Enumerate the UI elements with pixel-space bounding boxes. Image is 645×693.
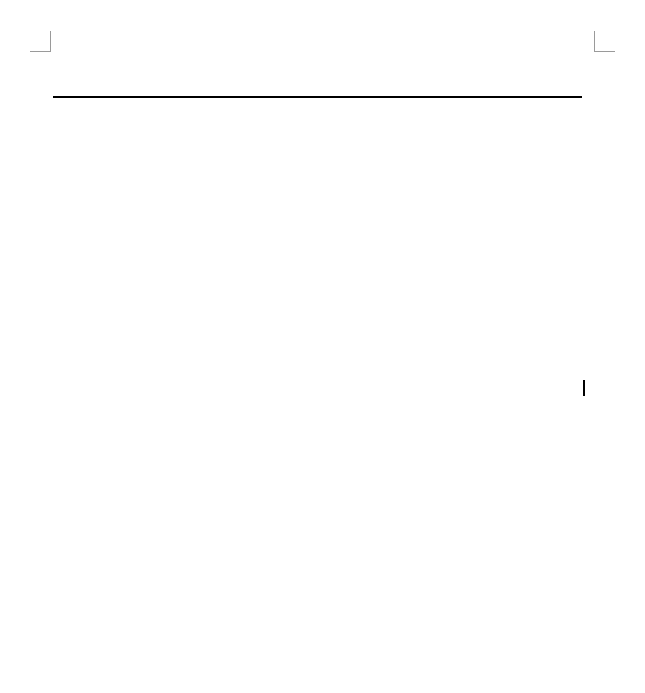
itinerary-table — [53, 96, 582, 98]
page-corner-mark-top-right — [594, 31, 615, 52]
document-title — [54, 60, 58, 94]
text-cursor — [583, 380, 585, 396]
page-corner-mark-top-left — [30, 31, 51, 52]
